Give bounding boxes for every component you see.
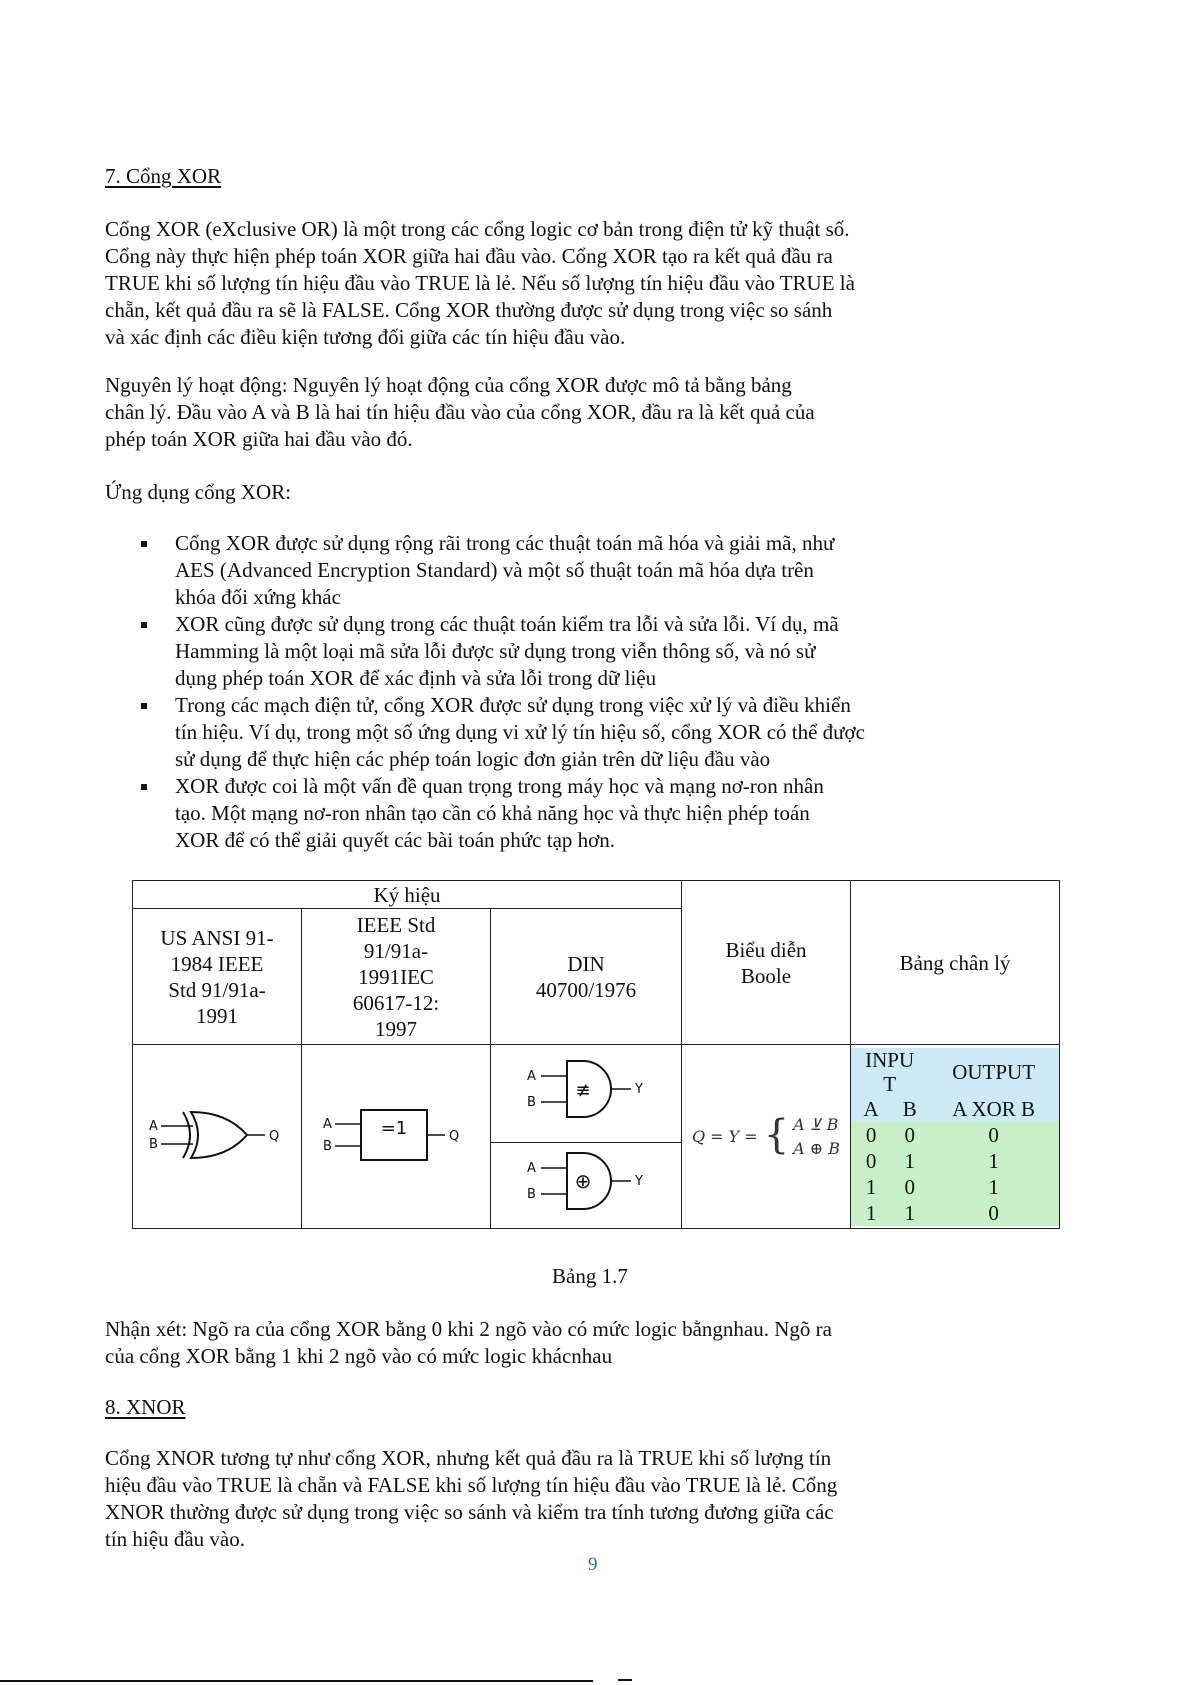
text-line: chân lý. Đầu vào A và B là hai tín hiệu đầu vào của cổng XOR, đầu ra là kết quả của xyxy=(105,400,815,424)
list-item xyxy=(105,692,985,773)
bullet-icon xyxy=(141,541,147,547)
bullet-icon xyxy=(141,703,147,709)
input-b-label: B xyxy=(149,1136,158,1152)
text-line: Trong các mạch điện tử, cổng XOR được sử dụng trong việc xử lý và điều khiển xyxy=(175,693,851,717)
boole-expression-cell xyxy=(682,1045,851,1229)
cell: 1 xyxy=(904,1148,915,1173)
input-a-label: A xyxy=(323,1116,332,1132)
truth-table-cell xyxy=(851,1045,1060,1229)
ansi-symbol-cell xyxy=(133,1045,302,1229)
text-line: AES (Advanced Encryption Standard) và một số thuật toán mã hóa dựa trên xyxy=(175,558,814,582)
din-symbol-cell-1 xyxy=(491,1045,682,1143)
xnor-paragraph xyxy=(105,1445,965,1553)
text-line: dụng phép toán XOR để xác định và sửa lỗi trong dữ liệu xyxy=(175,666,657,690)
text-line: TRUE khi số lượng tín hiệu đầu vào TRUE là lẻ. Nếu số lượng tín hiệu đầu vào TRUE là xyxy=(105,271,855,295)
boole-header-line: Boole xyxy=(740,963,792,988)
header-line: INPU xyxy=(865,1047,915,1072)
text-line: tín hiệu đầu vào. xyxy=(105,1527,245,1551)
header-line: Std 91/91a- xyxy=(168,977,266,1002)
text-line: Cổng này thực hiện phép toán XOR giữa hai đầu vào. Cổng XOR tạo ra kết quả đầu ra xyxy=(105,244,833,268)
output-q-label: Q xyxy=(449,1128,460,1144)
table-row xyxy=(851,1174,1059,1200)
list-item xyxy=(105,611,985,692)
col-b-header: B xyxy=(902,1096,917,1121)
din-header-cell xyxy=(491,909,682,1045)
text-line: XOR để có thể giải quyết các bài toán phức tạp hơn. xyxy=(175,828,616,852)
not-equivalent-symbol: ≢ xyxy=(575,1079,591,1101)
ieee-header-cell xyxy=(302,909,491,1045)
ansi-header-cell xyxy=(133,909,302,1045)
text-line: sử dụng để thực hiện các phép toán logic đơn giản trên dữ liệu đầu vào xyxy=(175,747,771,771)
boole-header-line: Biểu diễn xyxy=(725,937,807,962)
brace-icon: { xyxy=(763,1111,790,1158)
footer-divider xyxy=(0,1680,593,1682)
din-symbol-cell-2 xyxy=(491,1143,682,1229)
header-line: 1984 IEEE xyxy=(170,951,264,976)
input-b-label: B xyxy=(527,1186,536,1202)
truth-table-header: Bảng chân lý xyxy=(851,881,1060,1045)
xor-gate-din-icon xyxy=(521,1056,651,1126)
text-line: tín hiệu. Ví dụ, trong một số ứng dụng vi xử lý tín hiệu số, cổng XOR có thể được xyxy=(175,720,865,744)
col-out-header: A XOR B xyxy=(952,1096,1036,1121)
text-line: Nguyên lý hoạt động: Nguyên lý hoạt động của cổng XOR được mô tả bằng bảng xyxy=(105,373,792,397)
ieee-symbol-cell xyxy=(302,1045,491,1229)
truth-table xyxy=(851,1048,1059,1226)
input-a-label: A xyxy=(527,1160,536,1176)
header-line: IEEE Std xyxy=(356,912,436,937)
table-row xyxy=(851,1122,1059,1148)
header-line: 1991IEC xyxy=(358,964,434,989)
cell: 1 xyxy=(904,1200,915,1225)
cell: 1 xyxy=(988,1148,999,1173)
text-line: Cổng XOR (eXclusive OR) là một trong các cổng logic cơ bản trong điện tử kỹ thuật số. xyxy=(105,217,850,241)
header-line: 40700/1976 xyxy=(535,977,637,1002)
header-line: DIN xyxy=(567,951,605,976)
input-header xyxy=(851,1048,928,1096)
footer-divider-segment xyxy=(618,1679,632,1681)
boole-header-cell xyxy=(682,881,851,1045)
boole-case: A ⊕ B xyxy=(793,1138,841,1158)
text-line: Cổng XOR được sử dụng rộng rãi trong các thuật toán mã hóa và giải mã, như xyxy=(175,531,835,555)
principle-paragraph xyxy=(105,372,965,453)
header-line: T xyxy=(883,1071,897,1096)
header-line: US ANSI 91- xyxy=(160,925,274,950)
text-line: tạo. Một mạng nơ-ron nhân tạo cần có khả năng học và thực hiện phép toán xyxy=(175,801,810,825)
text-line: XNOR thường được sử dụng trong việc so sánh và kiểm tra tính tương đương giữa các xyxy=(105,1500,834,1524)
section-7-heading: 7. Cổng XOR xyxy=(105,164,222,188)
input-b-label: B xyxy=(527,1094,536,1110)
header-line: 60617-12: xyxy=(352,990,440,1015)
header-line: 91/91a- xyxy=(363,938,429,963)
text-line: XOR cũng được sử dụng trong các thuật toán kiểm tra lỗi và sửa lỗi. Ví dụ, mã xyxy=(175,612,839,636)
cell: 0 xyxy=(904,1122,915,1147)
xor-gate-din-alt-icon xyxy=(521,1148,651,1218)
text-line: phép toán XOR giữa hai đầu vào đó. xyxy=(105,427,413,451)
table-row xyxy=(851,1200,1059,1226)
cell: 1 xyxy=(988,1174,999,1199)
boole-lhs: Q = Y = xyxy=(691,1126,758,1146)
output-y-label: Y xyxy=(635,1081,643,1097)
input-b-label: B xyxy=(323,1138,332,1154)
input-a-label: A xyxy=(527,1068,536,1084)
cell: 1 xyxy=(865,1200,877,1225)
input-a-label: A xyxy=(149,1118,158,1134)
cell: 0 xyxy=(904,1174,915,1199)
text-line: và xác định các điều kiện tương đối giữa các tín hiệu đầu vào. xyxy=(105,325,626,349)
cell: 0 xyxy=(988,1200,999,1225)
output-header: OUTPUT xyxy=(952,1059,1036,1084)
section-8-heading: 8. XNOR xyxy=(105,1395,186,1419)
boole-expression xyxy=(682,1113,850,1161)
xor-plus-symbol: ⊕ xyxy=(574,1168,592,1193)
table-caption: Bảng 1.7 xyxy=(552,1264,628,1288)
xor-gate-ieee-icon xyxy=(321,1104,471,1164)
text-line: chẵn, kết quả đầu ra sẽ là FALSE. Cổng XOR thường được sử dụng trong việc so sánh xyxy=(105,298,833,322)
cell: 1 xyxy=(865,1174,877,1199)
xor-symbol-table xyxy=(132,880,1060,1229)
boole-cases xyxy=(793,1113,840,1161)
header-line: 1997 xyxy=(375,1016,417,1041)
table-row xyxy=(851,1148,1059,1174)
list-item xyxy=(105,773,985,854)
xor-gate-ansi-icon xyxy=(147,1104,287,1164)
output-y-label: Y xyxy=(635,1173,643,1189)
bullet-icon xyxy=(141,784,147,790)
xor-box-label: =1 xyxy=(380,1117,408,1139)
header-line: 1991 xyxy=(196,1003,238,1028)
symbol-header: Ký hiệu xyxy=(133,881,682,909)
text-line: Nhận xét: Ngõ ra của cổng XOR bằng 0 khi 2 ngõ vào có mức logic bằngnhau. Ngõ ra xyxy=(105,1317,832,1341)
applications-title: Ứng dụng cổng XOR: xyxy=(105,480,292,504)
applications-list xyxy=(105,530,985,854)
cell: 0 xyxy=(865,1122,877,1147)
list-item xyxy=(105,530,985,611)
text-line: Hamming là một loại mã sửa lỗi được sử dụng trong viễn thông số, và nó sử xyxy=(175,639,816,663)
col-a-header: A xyxy=(863,1096,879,1121)
text-line: Cổng XNOR tương tự như cổng XOR, nhưng kết quả đầu ra là TRUE khi số lượng tín xyxy=(105,1446,832,1470)
cell: 0 xyxy=(865,1148,877,1173)
text-line: khóa đối xứng khác xyxy=(175,585,341,609)
output-q-label: Q xyxy=(269,1128,280,1144)
remark-paragraph xyxy=(105,1316,965,1370)
xor-intro-paragraph xyxy=(105,216,965,351)
text-line: của cổng XOR bằng 1 khi 2 ngõ vào có mức logic khácnhau xyxy=(105,1344,613,1368)
page-number: 9 xyxy=(588,1554,598,1575)
boole-case: A ⊻ B xyxy=(793,1114,839,1134)
text-line: XOR được coi là một vấn đề quan trọng trong máy học và mạng nơ-ron nhân xyxy=(175,774,824,798)
cell: 0 xyxy=(988,1122,999,1147)
text-line: hiệu đầu vào TRUE là chẵn và FALSE khi số lượng tín hiệu đầu vào TRUE là lẻ. Cổng xyxy=(105,1473,838,1497)
bullet-icon xyxy=(141,622,147,628)
